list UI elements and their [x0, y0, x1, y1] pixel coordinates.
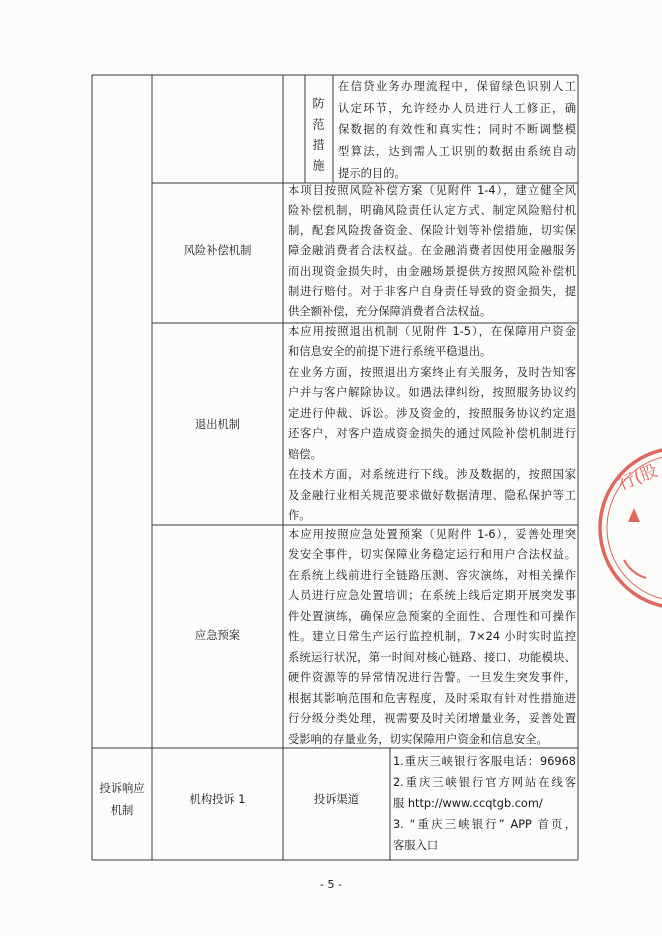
section-label-complaint-response [92, 778, 152, 822]
text-line: 行分级分类处理，视需要及时关闭增量业务，妥善处置 [288, 712, 576, 726]
text-line: 制，配套风险拨备资金、保险计划等补偿措施，切实保 [288, 224, 576, 238]
text-line: 户并与客户解除协议。如遇法律纠纷，按照服务协议约 [288, 386, 576, 400]
text-line: 硬件资源等的异常情况进行告警。一旦发生突发事件， [288, 671, 576, 685]
text-line: 在信贷业务办理流程中，保留绿色识别人工 [338, 80, 576, 93]
text-line: 本应用按照退出机制（见附件 1-5），在保障用户资金 [288, 324, 576, 338]
text-line: 客服入口 [393, 838, 439, 852]
row-label-exit-mechanism: 退出机制 [194, 418, 241, 431]
text-line: 险补偿机制，明确风险责任认定方式、制定风险赔付机 [288, 203, 576, 217]
text-line: 发安全事件，切实保障业务稳定运行和用户合法权益。 [288, 548, 576, 562]
seal-text: 行(股 [615, 460, 661, 495]
row-label-risk-compensation: 风险补偿机制 [183, 244, 252, 257]
row-label-prevention: 防范措施 [311, 97, 325, 180]
row-label-institution-complaint: 机构投诉 1 [189, 793, 246, 806]
text-line: 本应用按照应急处置预案（见附件 1-6），妥善处理突 [288, 527, 576, 541]
text-line: 和信息安全的前提下进行系统平稳退出。 [288, 345, 492, 359]
text-line: 人员进行应急处置培训；在系统上线后定期开展突发事 [288, 589, 576, 603]
text-line: 1.重庆三峡银行客服电话：96968 [393, 754, 576, 768]
row-content-prevention [338, 76, 576, 185]
text-line: 而出现资金损失时，由金融场景提供方按照风险补偿机 [288, 264, 576, 278]
text-line: 在业务方面，按照退出方案终止有关服务，及时告知客 [288, 365, 576, 379]
text-line: 制进行赔付。对于非客户自身责任导致的资金损失，提 [288, 284, 576, 298]
text-line: 性。建立日常生产运行监控机制，7×24 小时实时监控 [288, 630, 576, 644]
text-line: 2.重庆三峡银行官方网站在线客 [393, 775, 576, 789]
text-line: 在系统上线前进行全链路压测、容灾演练，对相关操作 [288, 568, 576, 582]
row-content-complaint-channel [393, 751, 576, 856]
text-line: 根据其影响范围和危害程度，及时采取有针对性措施进 [288, 691, 576, 705]
row-content-risk-compensation [288, 181, 576, 323]
row-label-emergency-plan: 应急预案 [194, 629, 241, 642]
page-number: - 5 - [320, 878, 342, 891]
text-line: 定进行仲裁、诉讼。涉及资金的，按照服务协议约定退 [288, 406, 576, 420]
text-line: 障金融消费者合法权益。在金融消费者因使用金融服务 [288, 244, 576, 258]
text-line: 在技术方面，对系统进行下线。涉及数据的，按照国家 [288, 468, 576, 482]
text-line: 受影响的存量业务，切实保障用户资金和信息安全。 [288, 732, 548, 746]
text-line: 3. “重庆三峡银行” APP 首页， [393, 817, 576, 831]
text-line: 提示的目的。 [338, 166, 406, 180]
section-label-line: 投诉响应 [99, 782, 145, 795]
text-line: 及金融行业相关规范要求做好数据清理、隐私保护等工 [288, 488, 576, 502]
row-content-exit-mechanism [288, 322, 576, 527]
text-line: 本项目按照风险补偿方案（见附件 1-4），建立健全风 [288, 183, 576, 197]
text-line: 服 http://www.ccqtgb.com/ [393, 796, 543, 810]
row-content-emergency-plan [288, 525, 576, 751]
text-line: 保数据的有效性和真实性；同时不断调整模 [338, 123, 576, 137]
section-label-line: 机制 [110, 804, 134, 817]
text-line: 型算法，达到需人工识别的数据由系统自动 [338, 145, 576, 159]
text-line: 件处置演练，确保应急预案的全面性、合理性和可操作 [288, 609, 576, 623]
text-line: 认定环节，允许经办人员进行人工修正，确 [338, 101, 576, 115]
row-label-complaint-channel: 投诉渠道 [313, 793, 360, 806]
text-line: 还客户，对客户造成资金损失的通过风险补偿机制进行 [288, 427, 576, 441]
text-line: 作。 [288, 509, 311, 523]
text-line: 系统运行状况，第一时间对核心链路、接口、功能模块、 [288, 650, 576, 664]
text-line: 供全额补偿，充分保障消费者合法权益。 [288, 305, 492, 319]
seal-star-icon [628, 508, 640, 522]
text-line: 赔偿。 [288, 447, 322, 461]
